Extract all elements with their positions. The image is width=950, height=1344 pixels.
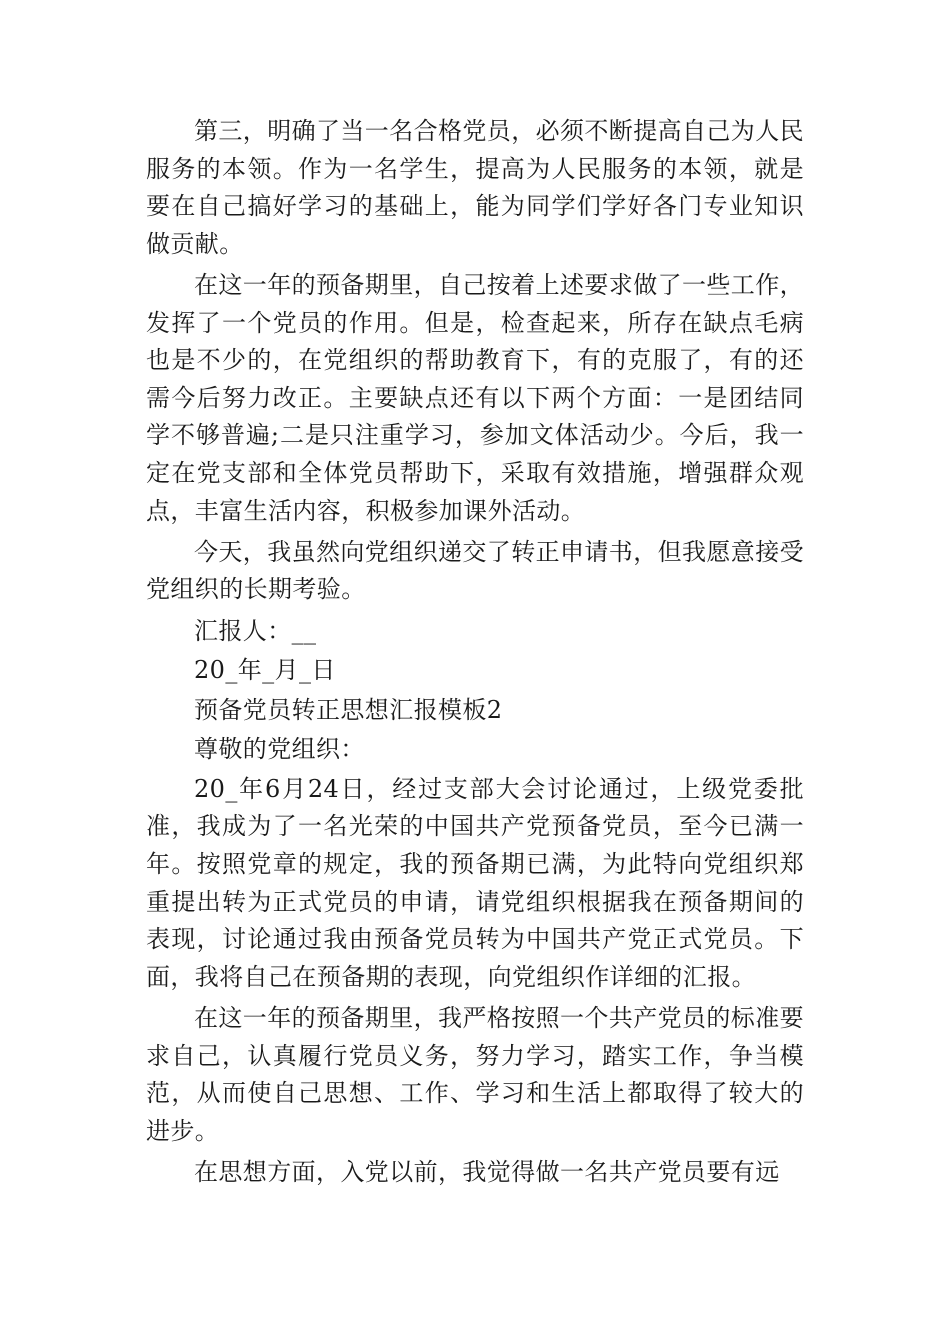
paragraph-probation: 在这一年的预备期里，我严格按照一个共产党员的标准要求自己，认真履行党员义务，努力学习，踏实工作，争当模范，从而使自己思想、工作、学习和生活上都取得了较大的进步。 xyxy=(146,1004,804,1145)
paragraph-shortcomings: 在这一年的预备期里，自己按着上述要求做了一些工作，发挥了一个党员的作用。但是，检查起来，所存在缺点毛病也是不少的，在党组织的帮助教育下，有的克服了，有的还需今后努力改正。主要缺点还有以下两个方面：一是团结同学不够普遍;二是只注重学习，参加文体活动少。今后，我一定在党支部和全体党员帮助下，采取有效措施，增强群众观点，丰富生活内容，积极参加课外活动。 xyxy=(146,270,804,525)
paragraph-thought: 在思想方面，入党以前，我觉得做一名共产党员要有远 xyxy=(194,1158,780,1186)
salutation: 尊敬的党组织： xyxy=(194,735,365,764)
reporter-line: 汇报人：__ xyxy=(194,616,317,645)
paragraph-application: 今天，我虽然向党组织递交了转正申请书，但我愿意接受党组织的长期考验。 xyxy=(146,537,804,604)
template-title: 预备党员转正思想汇报模板2 xyxy=(194,695,503,724)
date-line: 20_年_月_日 xyxy=(194,656,336,685)
paragraph-intro: 20_年6月24日，经过支部大会讨论通过，上级党委批准，我成为了一名光荣的中国共产党预备党员，至今已满一年。按照党章的规定，我的预备期已满，为此特向党组织郑重提出转为正式党员的申请，请党组织根据我在预备期间的表现，讨论通过我由预备党员转为中国共产党正式党员。下面，我将自己在预备期的表现，向党组织作详细的汇报。 xyxy=(146,774,804,991)
paragraph-third-point: 第三，明确了当一名合格党员，必须不断提高自己为人民服务的本领。作为一名学生，提高为人民服务的本领，就是要在自己搞好学习的基础上，能为同学们学好各门专业知识做贡献。 xyxy=(146,117,804,258)
